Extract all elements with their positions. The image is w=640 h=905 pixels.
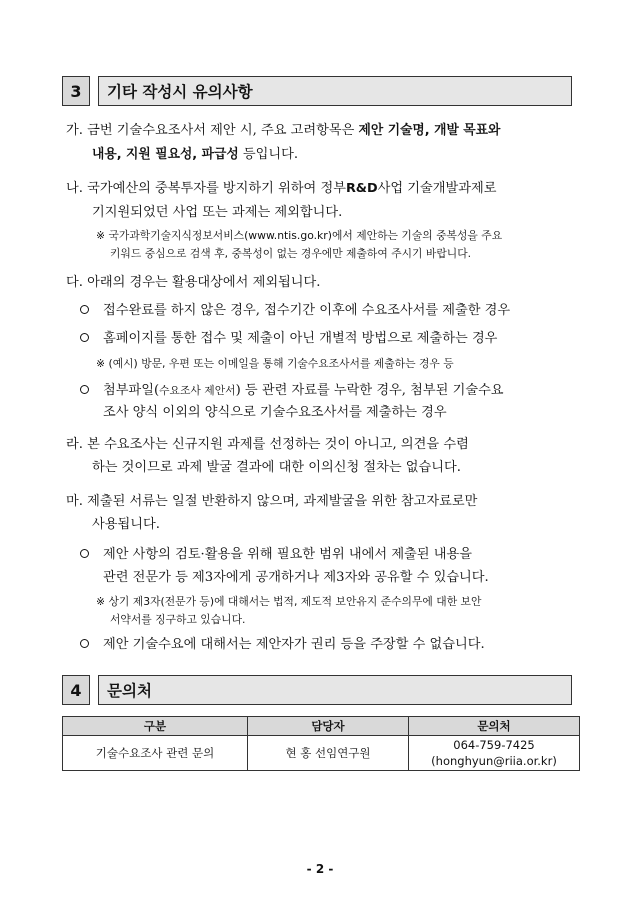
item-na-text: 국가예산의 중복투자를 방지하기 위하여 정부 [87, 181, 346, 196]
item-ra-text: 본 수요조사는 신규지원 과제를 선정하는 것이 아니고, 의견을 수렴 [87, 437, 469, 452]
item-ra-marker: 라. [66, 437, 83, 452]
item-ma-line2: 사용됩니다. [92, 517, 160, 532]
section-3-header [62, 76, 572, 106]
item-ga-line1 [66, 119, 500, 143]
item-ma-bullet-2 [80, 633, 485, 657]
item-na-line2: 기지원되었던 사업 또는 과제는 제외합니다. [92, 205, 343, 220]
cell-contact [409, 736, 580, 771]
item-ra-line1 [66, 433, 469, 457]
item-ga-bold1: 제안 기술명, 개발 목표와 [358, 123, 501, 138]
item-na-suffix: 사업 기술개발과제로 [377, 181, 497, 196]
contact-phone: 064-759-7425 [453, 738, 535, 752]
circle-bullet-icon [80, 305, 89, 314]
cell-category: 기술수요조사 관련 문의 [63, 736, 248, 771]
item-ma-bullet-1-line2: 관련 전문가 등 제3자에게 공개하거나 제3자와 공유할 수 있습니다. [103, 570, 489, 585]
item-ma-bullet-1 [80, 543, 472, 567]
item-ma-note-line2: 서약서를 징구하고 있습니다. [110, 613, 246, 626]
item-da-bullet-2 [80, 327, 497, 351]
item-da-line [66, 271, 320, 295]
item-na-note-line2: 키워드 중심으로 검색 후, 중복성이 없는 경우에만 제출하여 주시기 바랍니다. [110, 247, 472, 260]
item-ga-line2 [92, 143, 298, 167]
cell-person: 현 홍 선임연구원 [248, 736, 409, 771]
table-header-row [63, 717, 580, 736]
item-na-line1 [66, 177, 496, 201]
item-na-note-line1: ※ 국가과학기술지식정보서비스(www.ntis.go.kr)에서 제안하는 기술의 중복성을 주요 [96, 229, 503, 242]
bullet-text-suffix: ) 등 관련 자료를 누락한 경우, 첨부된 기술수요 [235, 383, 504, 398]
item-na-marker: 나. [66, 181, 83, 196]
section-4-title: 문의처 [98, 675, 572, 705]
circle-bullet-icon [80, 549, 89, 558]
bullet-text: 제안 기술수요에 대해서는 제안자가 권리 등을 주장할 수 없습니다. [103, 637, 485, 652]
item-da-bullet-3 [80, 379, 504, 403]
bullet-text: 홈페이지를 통한 접수 및 제출이 아닌 개별적 방법으로 제출하는 경우 [103, 331, 498, 346]
header-person: 담당자 [248, 717, 409, 736]
bullet-text: 첨부파일( [103, 383, 160, 398]
item-da-marker: 다. [66, 275, 83, 290]
circle-bullet-icon [80, 385, 89, 394]
section-4-number: 4 [62, 675, 90, 705]
section-3-number: 3 [62, 76, 90, 106]
item-da-bullet-1 [80, 299, 510, 323]
header-category: 구분 [63, 717, 248, 736]
item-ga-bold2: 내용, 지원 필요성, 파급성 [92, 147, 239, 162]
circle-bullet-icon [80, 333, 89, 342]
item-ga-suffix: 등입니다. [238, 147, 299, 162]
item-ga-text: 금번 기술수요조사서 제안 시, 주요 고려항목은 [87, 123, 359, 138]
item-da-note: ※ (예시) 방문, 우편 또는 이메일을 통해 기술수요조사서를 제출하는 경우 등 [96, 357, 454, 370]
item-ma-note-line1: ※ 상기 제3자(전문가 등)에 대해서는 법적, 제도적 보안유지 준수의무에 대한 보안 [96, 595, 482, 608]
table-row [63, 736, 580, 771]
item-ra-line2: 하는 것이므로 과제 발굴 결과에 대한 이의신청 절차는 없습니다. [92, 460, 461, 475]
item-da-text: 아래의 경우는 활용대상에서 제외됩니다. [87, 275, 321, 290]
item-ga-marker: 가. [66, 123, 83, 138]
circle-bullet-icon [80, 639, 89, 648]
item-ma-line1 [66, 490, 477, 514]
page-number: - 2 - [306, 862, 334, 876]
item-ma-text: 제출된 서류는 일절 반환하지 않으며, 과제발굴을 위한 참고자료로만 [87, 494, 478, 509]
section-4-header [62, 675, 572, 705]
bullet-text: 제안 사항의 검토·활용을 위해 필요한 범위 내에서 제출된 내용을 [103, 547, 472, 562]
item-da-bullet-3-line2: 조사 양식 이외의 양식으로 기술수요조사서를 제출하는 경우 [103, 405, 447, 420]
item-na-rnd: R&D [345, 181, 378, 196]
bullet-text: 접수완료를 하지 않은 경우, 접수기간 이후에 수요조사서를 제출한 경우 [103, 303, 511, 318]
header-contact: 문의처 [409, 717, 580, 736]
section-3-title: 기타 작성시 유의사항 [98, 76, 572, 106]
contact-email[interactable]: (honghyun@riia.or.kr) [431, 754, 557, 768]
item-ma-marker: 마. [66, 494, 83, 509]
contact-table [62, 716, 580, 771]
bullet-small-text: 수요조사 제안서 [159, 384, 236, 397]
